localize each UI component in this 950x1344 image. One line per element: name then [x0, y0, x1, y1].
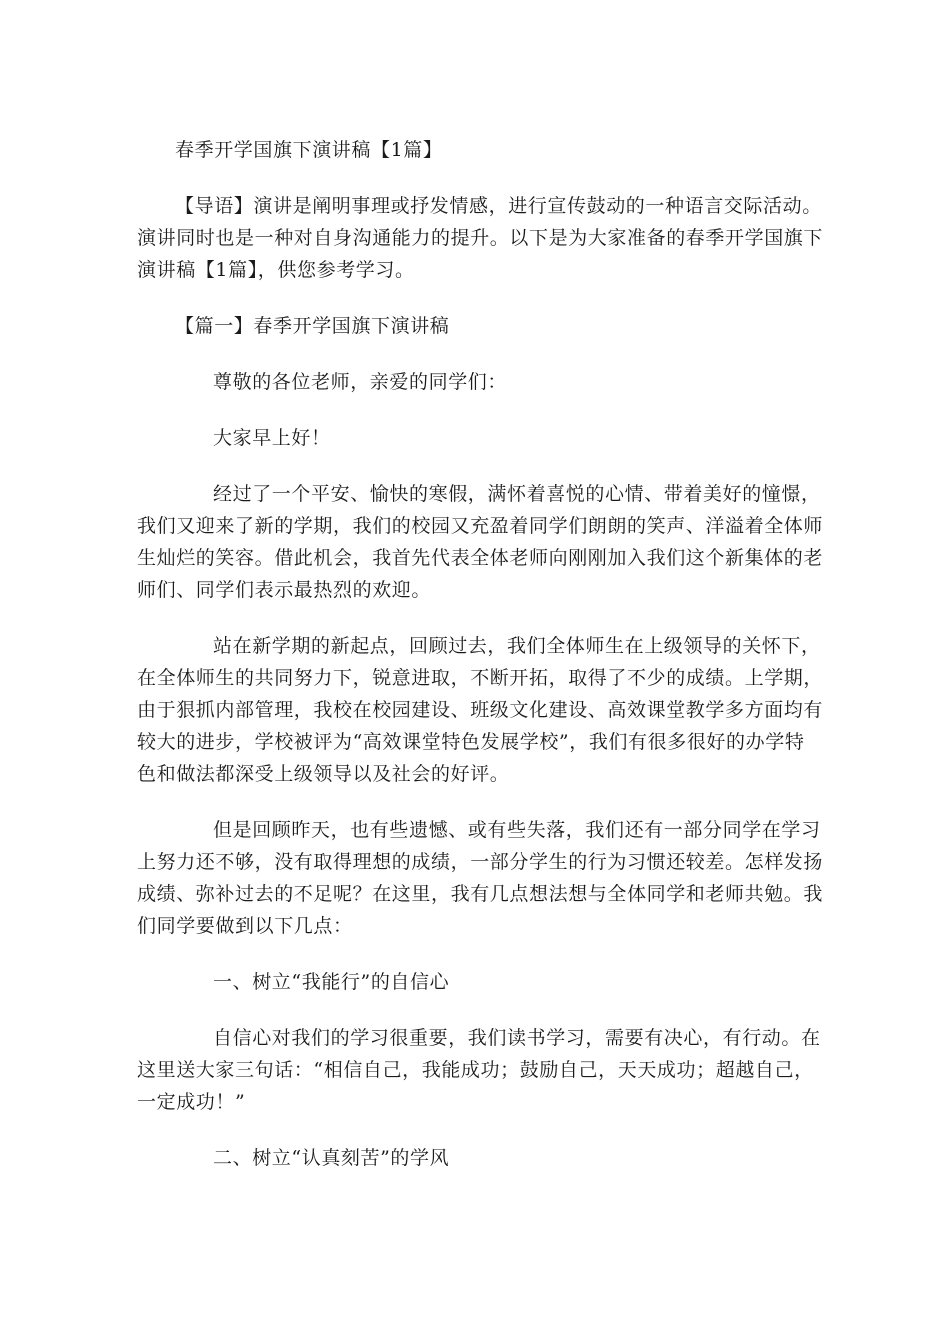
document-title: 春季开学国旗下演讲稿【1篇】: [175, 139, 443, 161]
greeting: 大家早上好！: [213, 427, 331, 449]
paragraph-line: 师们、同学们表示最热烈的欢迎。: [137, 579, 432, 601]
paragraph-line: 们同学要做到以下几点：: [137, 915, 353, 937]
paragraph-line: 成绩、弥补过去的不足呢？在这里，我有几点想法想与全体同学和老师共勉。我: [137, 883, 824, 905]
intro-line: 【导语】演讲是阐明事理或抒发情感，进行宣传鼓动的一种语言交际活动。: [175, 195, 822, 217]
paragraph-line: 色和做法都深受上级领导以及社会的好评。: [137, 763, 510, 785]
paragraph-line: 生灿烂的笑容。借此机会，我首先代表全体老师向刚刚加入我们这个新集体的老: [137, 547, 824, 569]
point-2-heading: 二、树立“认真刻苦”的学风: [213, 1147, 450, 1169]
paragraph-line: 这里送大家三句话：“相信自己，我能成功；鼓励自己，天天成功；超越自己，: [137, 1059, 814, 1081]
paragraph-line: 较大的进步，学校被评为“高效课堂特色发展学校”，我们有很多很好的办学特: [137, 731, 805, 753]
paragraph-line: 我们又迎来了新的学期，我们的校园又充盈着同学们朗朗的笑声、洋溢着全体师: [137, 515, 824, 537]
salutation: 尊敬的各位老师，亲爱的同学们：: [213, 371, 508, 393]
section-heading: 【篇一】春季开学国旗下演讲稿: [175, 315, 450, 337]
paragraph-line: 一定成功！”: [137, 1091, 246, 1113]
paragraph-line: 但是回顾昨天，也有些遗憾、或有些失落，我们还有一部分同学在学习: [213, 819, 821, 841]
paragraph-line: 上努力还不够，没有取得理想的成绩，一部分学生的行为习惯还较差。怎样发扬: [137, 851, 824, 873]
intro-line: 演讲稿【1篇】，供您参考学习。: [137, 259, 415, 281]
paragraph-line: 由于狠抓内部管理，我校在校园建设、班级文化建设、高效课堂教学多方面均有: [137, 699, 824, 721]
paragraph-line: 站在新学期的新起点，回顾过去，我们全体师生在上级领导的关怀下，: [213, 635, 821, 657]
paragraph-line: 经过了一个平安、愉快的寒假，满怀着喜悦的心情、带着美好的憧憬，: [213, 483, 821, 505]
paragraph-line: 在全体师生的共同努力下，锐意进取，不断开拓，取得了不少的成绩。上学期，: [137, 667, 824, 689]
paragraph-line: 自信心对我们的学习很重要，我们读书学习，需要有决心，有行动。在: [213, 1027, 821, 1049]
point-1-heading: 一、树立“我能行”的自信心: [213, 971, 450, 993]
intro-line: 演讲同时也是一种对自身沟通能力的提升。以下是为大家准备的春季开学国旗下: [137, 227, 824, 249]
